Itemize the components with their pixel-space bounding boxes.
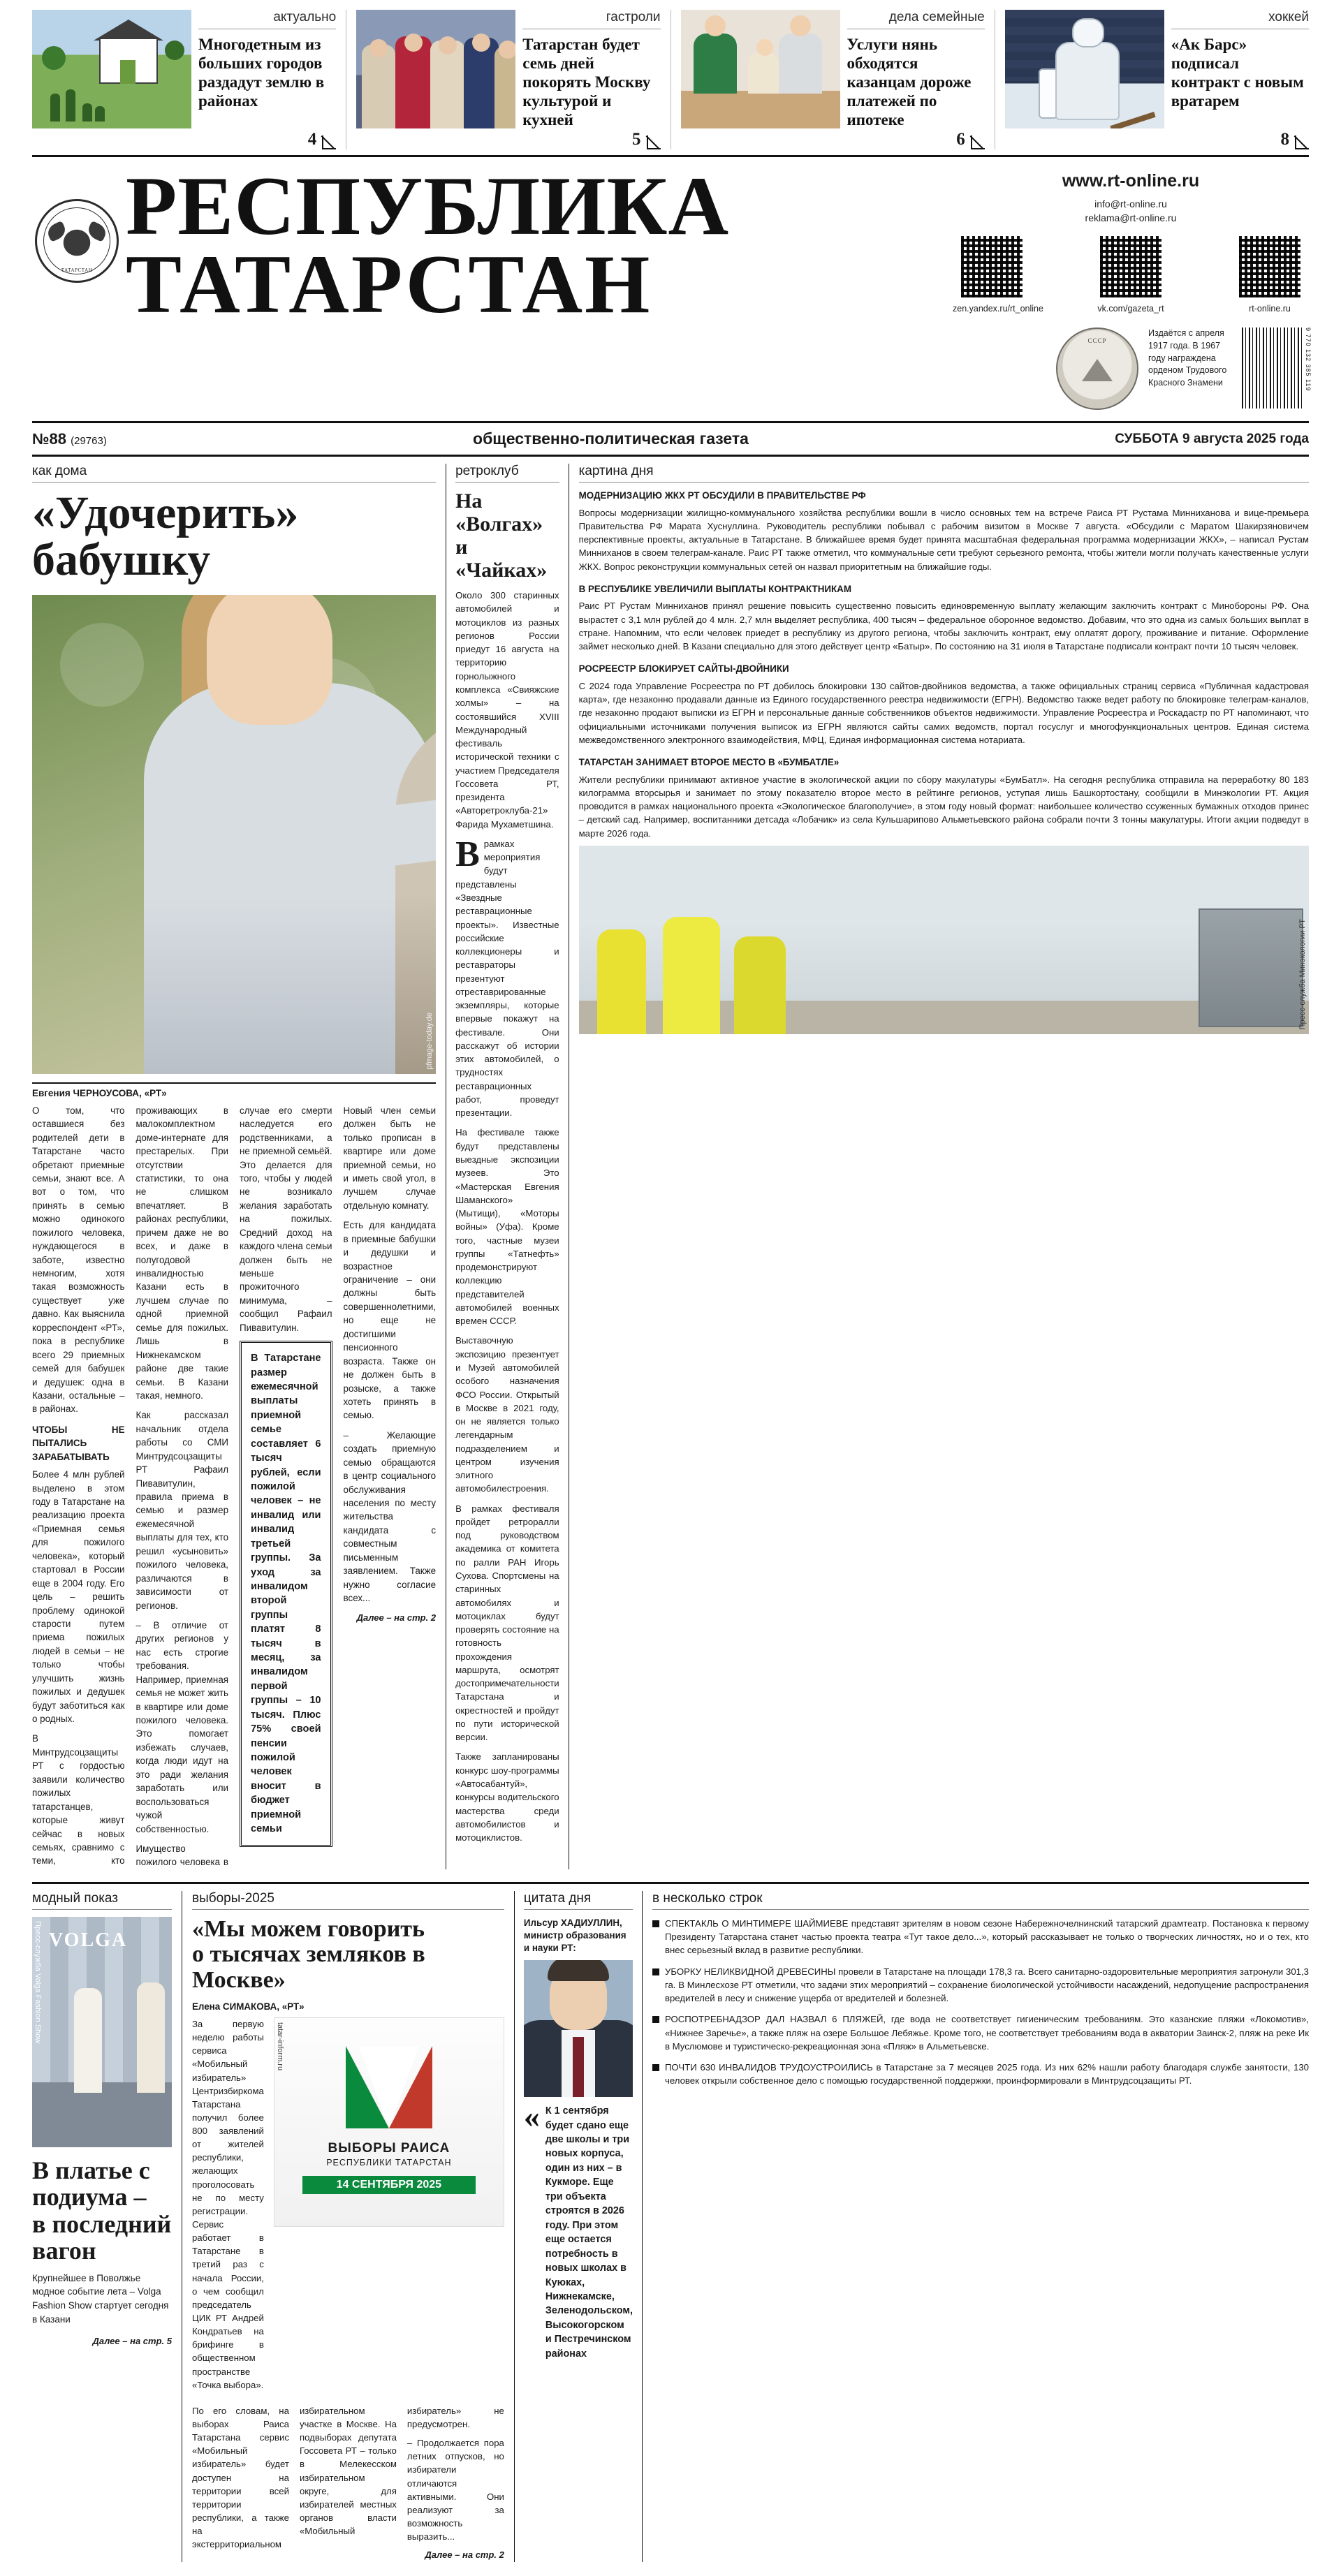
- news-paragraph: Жители республики принимают активное участие в экологической акции по сбору макулатуры «БумБатл». На сегодня республика отправила на переработку 80 183 килограмма вторсырья и занимает по этому показателю второе место в рейтинге регионов, уступая лишь Башкортостану, сообщили в Минэкологии РТ. Акция проводится в рамках национального проекта «Экологическое благополучие», в этом году новый формат: наибольшее количество ссуженных бумажных отходов принес – детский сад. Например, воспитанники детсада «Лобачик» из села Кульшарипово Альметьевского района собрали почти 3 тонны макулатуры. Итоги акции подведут в марте 2026 года.: [578, 774, 1309, 839]
- elections-story: [182, 1891, 514, 2562]
- news-paragraph: Вопросы модернизации жилищно-коммунального хозяйства республики вошли в число основных тем на встрече Раиса РТ Рустама Минниханова и вице-премьера Правительства РФ Марата Хуснуллина. Руководитель республики побывал с рабочим визитом в Москве 7 августа. «Обсудили с Маратом Шакирзяновичем перспективные проекты, актуальные в Татарстане. В ближайшее время будет принята масштабная федеральная программа модернизации ЖКХ», – написал Рустам Минниханов в своем телеграм-канале. Раис РТ также отметил, что коммунальные сети требуют серьезного ремонта, чтобы жители могли получать качественные услуги ЖКХ. Вопрос реконструкции коммунальных сетей он назвал приоритетным на ближайшие годы.: [578, 507, 1309, 572]
- qr-code-vk[interactable]: [1097, 233, 1164, 300]
- nanny-with-children-photo: [681, 10, 840, 128]
- lead-continued-ref[interactable]: Далее – на стр. 2: [356, 1612, 437, 1623]
- fashion-headline-line1: В платье с подиума –: [32, 2156, 150, 2211]
- teaser-title: «Ак Барс» подписал контракт с новым вратарем: [1171, 36, 1304, 110]
- elections-byline: Елена СИМАКОВА, «РТ»: [191, 2001, 305, 2012]
- lead-photo-granddaughter-and-grandmother: [32, 595, 436, 1074]
- news-body: [579, 773, 1309, 840]
- issue-number-value: №88: [32, 429, 66, 448]
- elections-paragraph: – Продолжается пора летних отпусков, но избиратели отличаются активными. Они реализуют за возможность выразить...: [406, 2438, 504, 2542]
- teaser-page-number: 4: [307, 129, 317, 149]
- teaser-title: Многодетным из больших городов раздадут землю в районах: [198, 36, 325, 110]
- news-body: [579, 679, 1309, 746]
- issue-date: СУББОТА 9 августа 2025 года: [1115, 431, 1309, 446]
- teaser-item[interactable]: [995, 10, 1309, 149]
- lead-body: [32, 1104, 436, 1869]
- teaser-page-ref[interactable]: [847, 130, 985, 149]
- brief-text: ПОЧТИ 630 ИНВАЛИДОВ ТРУДОУСТРОИЛИСЬ в Татарстане за 7 месяцев 2025 года. Из них 62% нашли работу благодаря службе занятости, 130 человек открыли собственное дело с помощью государственной поддержки, проинформировали в Минтрудсоцзащиты РТ.: [664, 2062, 1309, 2086]
- lead-paragraph: Как рассказал начальник отдела работы со СМИ Минтрудсоцзащиты РТ Рафаил Пивавитулин, правила приема в семью и размер ежемесячной выплаты для тех, кто решил «усыновить» пожилого человека, различаются в зависимости от регионов.: [135, 1410, 229, 1611]
- qr-block[interactable]: [953, 233, 1043, 314]
- lead-paragraph: О том, что оставшиеся без родителей дети в Татарстане часто обретают приемные семьи, знают все. А вот о том, что принять в семью можно одинокого пожилого человека, нуждающегося в заботе, известно немногим, хотя такая возможность существует уже давно. Как выяснила корреспондент «РТ», пока в республике всего 29 приемных семей для бабушек и дедушек: одна в Казани, остальные – в районах.: [32, 1105, 125, 1415]
- lead-paragraph: – Желающие создать приемную семью обращаются в центр социального обслуживания населения по месту жительства кандидата с совместным письменным заявлением. Также нужно согласие всех...: [343, 1429, 437, 1604]
- brief-text: СПЕКТАКЛЬ О МИНТИМЕРЕ ШАЙМИЕВЕ представят зрителям в новом сезоне Набережночелнинский татарский драмтеатр. Постановка к первому Президенту Татарстана станет частью проекта театра «Тут такое дело...», который рассказывает не только о творческих личностях, но и о тех, кто внес серьезный вклад в развитие республики.: [664, 1918, 1309, 1956]
- paper-title: [126, 159, 946, 331]
- fashion-show-runway-photo: [32, 1917, 172, 2147]
- emblem-ring-label: ТАТАРСТАН: [61, 267, 93, 273]
- teaser-kicker: дела семейные: [847, 10, 985, 29]
- brief-item: [652, 1917, 1309, 1957]
- elections-headline-line2: о тысячах земляков в Москве»: [191, 1941, 425, 1993]
- retroclub-story: [446, 464, 569, 1869]
- picture-of-day-photo-credit: Пресс-служба Минэкологии РТ: [1298, 919, 1307, 1030]
- fashion-story: [32, 1891, 182, 2562]
- lead-story: [32, 464, 446, 1869]
- qr-code-site[interactable]: [1236, 233, 1303, 300]
- quote-text-block: [523, 2098, 633, 2361]
- qr-block[interactable]: [1092, 233, 1170, 314]
- issue-subtitle: общественно-политическая газета: [473, 429, 749, 448]
- news-headline: МОДЕРНИЗАЦИЮ ЖКХ РТ ОБСУДИЛИ В ПРАВИТЕЛЬСТВЕ РФ: [578, 490, 866, 501]
- lead-paragraph: В Минтрудсоцзащиты РТ с гордостью заявили количество пожилых татарстанцев, которые живут сейчас в новых семьях, сравнимо с теми, кто проживающих в малокомплектном доме-интернате для престарелых. При отсутствии статистики, то она не слишком впечатляет. В районах республики, причем даже не во всех, и даже в полугодовой инвалидностью Казани есть в лучшем случае по одной приемной семье для пожилых. Лишь в Нижнекамском районе две такие семьи. В Казани такая, немного.: [32, 1105, 229, 1867]
- briefs-column: [643, 1891, 1309, 2562]
- main-content-grid: [32, 464, 1309, 1869]
- teaser-item[interactable]: [32, 10, 346, 149]
- fashion-headline: [32, 2157, 172, 2265]
- square-bullet-icon: [652, 1968, 659, 1975]
- qr-code-zen[interactable]: [958, 233, 1025, 300]
- tatarstan-winged-leopard-emblem: [35, 199, 119, 283]
- retroclub-paragraph: Также запланированы конкурс шоу-программы «Автосабантуй», конкурсы водительского мастерства среди автомобилистов и мотоциклистов.: [455, 1751, 559, 1843]
- lead-paragraph: Более 4 млн рублей выделено в этом году в Татарстане на реализацию проекта «Приемная семья для пожилого человека», который стартовал в России еще в 2004 году. Его цель – решить проблему одинокой старости путем приема пожилых людей в семьи – не только чтобы улучшить жизнь пожилых и дедушек будут заботиться как о родных.: [32, 1469, 125, 1724]
- barcode-number: 9 770 132 385 119: [1304, 327, 1312, 409]
- retroclub-headline: На «Волгах» и «Чайках»: [455, 490, 548, 582]
- elections-headline-line1: «Мы можем говорить: [191, 1915, 425, 1942]
- contact-emails: [953, 197, 1309, 226]
- teaser-page-ref[interactable]: [1171, 130, 1309, 149]
- elections-kicker: выборы-2025: [192, 1891, 504, 1910]
- news-block: [579, 663, 1309, 746]
- quote-attribution: Ильсур ХАДИУЛЛИН, министр образования и науки РТ:: [523, 1917, 626, 1953]
- elections-paragraph: По его словам, на выборах Раиса Татарстана сервис «Мобильный избиратель» будет доступен на территории всей территории республики, а также на экстерриториальном избирательном участке в Москве. На подвыборах депутата Госсовета РТ – только в Мелекесском избирательном округе, для избирателей местных органов власти «Мобильный избиратель» не предусмотрен.: [191, 2405, 504, 2550]
- lead-byline: Евгения ЧЕРНОУСОВА, «РТ»: [32, 1082, 436, 1098]
- news-block: [579, 583, 1309, 653]
- retroclub-paragraph: В рамках фестиваля пройдет ретроралли под руководством академика от комитета по ралли РАН Игорь Сухова. Спортсмены на старинных автомобилях и мотоциклах будут проверять состояние на готовность прохождения маршрута, осмотрят достопримечательности Татарстана и окрестностей и пройдут по пути исторической версии.: [455, 1503, 559, 1743]
- house-with-family-illustration: [32, 10, 191, 128]
- quote-text: К 1 сентября будет сдано еще две школы и три новых корпуса, один из них – в Кукморе. Еще три объекта строятся в 2026 году. При этом еще остается потребность в новых школах в Куюках, Нижнекамске, Зеленодольском, Высокогорском и Пестречинском районах: [545, 2105, 633, 2360]
- briefs-list: [652, 1917, 1309, 2088]
- fashion-headline-line2: в последний вагон: [32, 2209, 172, 2265]
- news-headline: ТАТАРСТАН ЗАНИМАЕТ ВТОРОЕ МЕСТО В «БУМБАТЛЕ»: [578, 757, 840, 768]
- lead-paragraph: Имущество пожилого человека в случае его смерти наследуется его родственниками, а не приемной семьёй. Это делается для того, чтобы у людей не возникало желания заработать на пожилых. Средний доход на каждого члена семьи должен быть не меньше прожиточного минимума, – сообщил Рафаил Пивавитулин.: [135, 1105, 332, 1868]
- lead-kicker: как дома: [32, 464, 436, 483]
- picture-of-day-column: [569, 464, 1309, 1869]
- issue-bar: [32, 421, 1309, 457]
- square-bullet-icon: [652, 2064, 659, 2071]
- teaser-item[interactable]: [346, 10, 670, 149]
- brief-item: [652, 2061, 1309, 2088]
- quote-kicker: цитата дня: [524, 1891, 633, 1910]
- teaser-kicker: актуально: [198, 10, 336, 29]
- picture-of-day-kicker: картина дня: [579, 464, 1309, 483]
- masthead: [32, 157, 1312, 411]
- poster-date: 14 СЕНТЯБРЯ 2025: [302, 2176, 476, 2194]
- election-poster-image: [274, 2017, 504, 2227]
- minister-portrait-photo: [524, 1960, 633, 2097]
- teaser-page-number: 6: [956, 129, 965, 149]
- briefs-kicker: в несколько строк: [652, 1891, 1309, 1910]
- teaser-kicker: гастроли: [522, 10, 660, 29]
- qr-caption: zen.yandex.ru/rt_online: [953, 304, 1043, 314]
- elections-continued-ref[interactable]: Далее – на стр. 2: [425, 2549, 504, 2561]
- volga-fashion-logo: VOLGA: [49, 1929, 128, 1951]
- award-row: [953, 327, 1312, 410]
- barcode: [1242, 327, 1312, 409]
- quote-of-day: [514, 1891, 643, 2562]
- teaser-item[interactable]: [671, 10, 995, 149]
- fashion-continued-ref[interactable]: Далее – на стр. 5: [92, 2336, 172, 2347]
- teaser-strip: [32, 10, 1309, 157]
- arrow-down-left-icon: [645, 134, 661, 149]
- bottom-section-grid: [32, 1882, 1309, 2562]
- email-info[interactable]: info@rt-online.ru: [1094, 198, 1167, 209]
- square-bullet-icon: [652, 2016, 659, 2023]
- email-reklama[interactable]: reklama@rt-online.ru: [1085, 212, 1177, 223]
- brief-item: [652, 2012, 1309, 2053]
- masthead-contacts: [946, 167, 1312, 411]
- website-url[interactable]: www.rt-online.ru: [1062, 170, 1200, 191]
- elections-lead: За первую неделю работы сервиса «Мобильный избиратель» Центризбиркома Татарстана получил более 800 заявлений от жителей республики, желающих проголосовать не по месту регистрации. Сервис работает в Татарстане в третий раз с начала России, о чем сообщил председатель ЦИК РТ Андрей Кондратьев на брифинге в общественном пространстве «Точка выбора».: [191, 2018, 264, 2390]
- award-description: Издаётся с апреля 1917 года. В 1967 году награждена орденом Трудового Красного Знамени: [1148, 328, 1227, 388]
- lead-pullquote: В Татарстане размер ежемесячной выплаты приемной семье составляет 6 тысяч рублей, если пожилой человек – не инвалид или инвалид третьей группы. За уход за инвалидом второй группы платят 8 тысяч в месяц, за инвалидом первой группы – 10 тысяч. Плюс 75% своей пенсии пожилой человек вносит в бюджет приемной семьи: [240, 1341, 332, 1846]
- folk-costume-photo: [356, 10, 515, 128]
- arrow-down-left-icon: [969, 134, 985, 149]
- lead-subhead: ЧТОБЫ НЕ ПЫТАЛИСЬ ЗАРАБАТЫВАТЬ: [32, 1424, 125, 1462]
- election-poster-credit: tatar-inform.ru: [275, 2022, 284, 2071]
- order-of-red-banner-of-labour-icon: [1056, 327, 1138, 410]
- news-headline: РОСРЕЕСТР БЛОКИРУЕТ САЙТЫ-ДВОЙНИКИ: [578, 663, 789, 675]
- news-block: [579, 756, 1309, 1034]
- brief-item: [652, 1965, 1309, 2005]
- recycling-volunteers-photo: [579, 846, 1309, 1034]
- retroclub-paragraph: Выставочную экспозицию презентует и Музей автомобилей особого назначения ФСО России. Открытый в Москве в 2021 году, он не является только легендарным подразделением и центром изучения элитного автомобилестроения.: [455, 1335, 559, 1494]
- brief-text: УБОРКУ НЕЛИКВИДНОЙ ДРЕВЕСИНЫ провели в Татарстане на площади 178,3 га. Всего санитарно-оздоровительные мероприятия затронули 301,3 га. В Минлесхозе РТ отметили, что задачи этих мероприятий – сохранение биологической устойчивости насаждений, недопущение распространения вредителей в лесу и снижение ущерба от вредителей и болезней.: [664, 1966, 1309, 2004]
- news-paragraph: Раис РТ Рустам Минниханов принял решение повысить существенно повысить единовременную выплату желающим заключить контракт с Минобороны РФ. Она вырастет с 3,1 млн рублей до 4 млн. 2,7 млн выделяет республика, 400 тысяч – федеральное оборонное ведомство. Добавим, что это одна из самых больших выплат в стране. Напомним, что если человек приедет в республику из другого региона, чтобы заключить контракт, ему оплатят дорогу, проживание и питание. Оформление займет несколько дней. В Казани специально для этого действует центр «Батыр». По состоянию на 31 июля в Татарстане подписали контракт почти 10 тысяч человек.: [578, 601, 1309, 652]
- teaser-page-ref[interactable]: [198, 130, 336, 149]
- retroclub-paragraph: Около 300 старинных автомобилей и мотоциклов из разных регионов России приедут 16 августа на территорию горнолыжного комплекса «Свияжские холмы» – на состоявшийся XVIII Международный фестиваль исторической техники с участием Председателя Госсовета РТ, президента «Авторетроклуба-21» Фарида Мухаметшина.: [455, 590, 559, 830]
- news-body: [579, 599, 1309, 653]
- news-paragraph: С 2024 года Управление Росреестра по РТ добилось блокировки 130 сайтов-двойников ведомства, а также официальных страниц сервиса «Публичная кадастровая карта», где незаконно продавали данные из Единого государственного реестра недвижимости (ЕГРН). Ведомство также ведет работу по блокировке телеграм-каналов, где незаконно продают выписки из ЕГРН и персональные данные собственников объектов недвижимости. Управление Росреестра и Роскадастр по РТ напоминают, что официальными источниками получения выписок из ЕГРН являются сайты самих ведомств, портал госуслуг и многофункциональных центров. Единая система межведомственного электронного взаимодействия, МФЦ, Единая информационная система нотариата.: [578, 680, 1309, 745]
- brief-text: РОСПОТРЕБНАДЗОР ДАЛ НАЗВАЛ 6 ПЛЯЖЕЙ, где вода не соответствует гигиеническим требованиям. Это казанские пляжи «Локомотив», «Нижнее Заречье», а также пляж на озере Большое Лебяжье. Кроме того, не соответствует требованиям вода в акватории Заинск-2, пляж на реке Ик в Муслюмове и туристическо-рекреационная зона «Пляж» в Альметьевске.: [664, 2014, 1309, 2052]
- fashion-dek: Крупнейшее в Поволжье модное событие лета – Volga Fashion Show стартует сегодня в Казани: [32, 2272, 169, 2325]
- qr-block[interactable]: [1231, 233, 1309, 314]
- qr-caption: rt-online.ru: [1249, 304, 1291, 314]
- arrow-down-left-icon: [1294, 134, 1309, 149]
- lead-paragraph: Новый член семьи должен быть не только прописан в квартире или доме приемной семьи, но и иметь свой угол, в лучшем случае отдельную комнату.: [343, 1105, 437, 1211]
- news-body: [579, 506, 1309, 573]
- square-bullet-icon: [652, 1920, 659, 1927]
- hockey-goalie-photo: [1005, 10, 1164, 128]
- teaser-page-number: 8: [1280, 129, 1289, 149]
- fashion-kicker: модный показ: [32, 1891, 172, 1910]
- qr-code-row: [953, 233, 1309, 314]
- poster-title: ВЫБОРЫ РАИСА: [328, 2140, 450, 2156]
- paper-title-line1: РЕСПУБЛИКА: [126, 159, 730, 252]
- teaser-page-number: 5: [632, 129, 641, 149]
- teaser-title: Услуги нянь обходятся казанцам дороже платежей по ипотеке: [847, 36, 972, 128]
- fashion-photo-credit: Пресс-служба Volga Fashion Show: [34, 1920, 42, 2044]
- issue-number: [32, 430, 107, 448]
- news-headline: В РЕСПУБЛИКЕ УВЕЛИЧИЛИ ВЫПЛАТЫ КОНТРАКТНИКАМ: [578, 583, 852, 594]
- issue-number-paren: (29763): [71, 434, 107, 447]
- retroclub-paragraph: На фестивале также будут представлены выездные экспозиции музеев. Это «Мастерская Евгения Шаманского» (Мытищи), «Моторы войны» (Уфа). Кроме того, частные музеи группы «Татнефть» продемонстрируют коллекцию представителей автомобилей военных времен СССР.: [455, 1127, 559, 1327]
- lead-photo-credit: pfmage-today.de: [425, 1013, 434, 1070]
- retroclub-body: [455, 589, 559, 1844]
- teaser-kicker: хоккей: [1171, 10, 1309, 29]
- retroclub-kicker: ретроклуб: [455, 464, 559, 483]
- quotation-mark-icon: «: [523, 2098, 540, 2135]
- arrow-down-left-icon: [321, 134, 336, 149]
- poster-subtitle: РЕСПУБЛИКИ ТАТАРСТАН: [326, 2157, 452, 2167]
- lead-paragraph: – В отличие от других регионов у нас есть строгие требования. Например, приемная семья не может жить в квартире или доме пожилого человека. Это помогает избежать случаев, когда люди идут на это ради желания заработать или воспользоваться чужой собственностью.: [135, 1619, 229, 1834]
- qr-caption: vk.com/gazeta_rt: [1097, 304, 1164, 314]
- paper-title-line2: ТАТАРСТАН: [126, 237, 652, 331]
- teaser-page-ref[interactable]: [522, 130, 660, 149]
- news-block: [579, 490, 1309, 573]
- lead-paragraph: Есть для кандидата в приемные бабушки и дедушки и возрастное ограничение – они должны быть совершеннолетними, но еще не достигшими пенсионного возраста. Также он не должен быть в розыске, а также хотеть принять в семью.: [343, 1220, 437, 1421]
- retroclub-paragraph: Врамках мероприятия будут представлены «Звездные реставрационные проекты». Известные российские коллекционеры и реставраторы презентуют отреставрированные экземпляры, которые впервые покажут на фестивале. Они расскажут об истории этих автомобилей, о трудностях реставрационных работ, проведут презентации.: [455, 834, 559, 1119]
- lead-headline: «Удочерить» бабушку: [32, 487, 299, 586]
- elections-headline: [192, 1917, 504, 1993]
- teaser-title: Татарстан будет семь дней покорять Москву культурой и кухней: [522, 36, 651, 128]
